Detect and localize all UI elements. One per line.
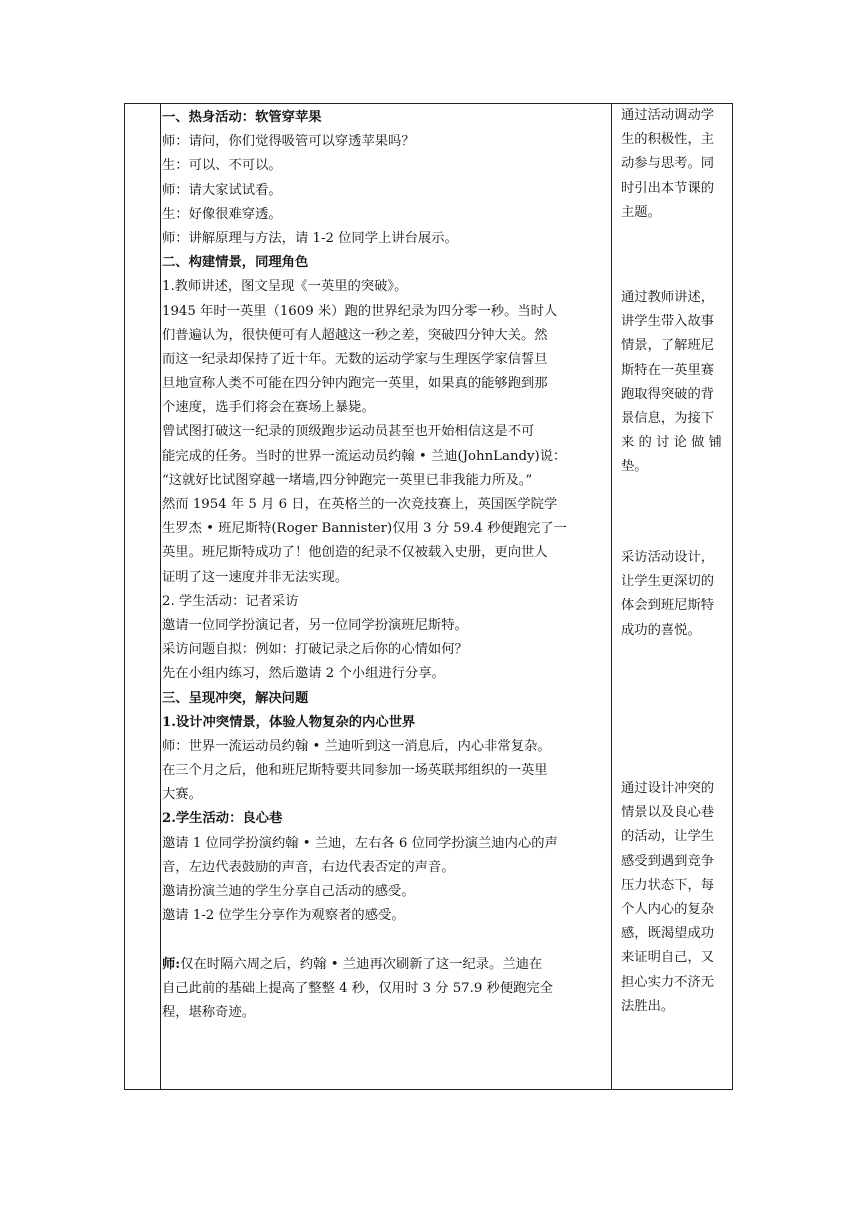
teaching-process-cell — [162, 106, 609, 1025]
text-line: 2. 学生活动：记者采访 — [162, 593, 299, 609]
text-span: 仅在时隔六周之后，约翰 • 兰迪再次刷新了这一纪录。兰迪在 — [180, 956, 543, 972]
note-line: 担心实力不济无 — [621, 974, 715, 990]
note-line: 通过教师讲述， — [621, 290, 715, 305]
note-line: 垫。 — [621, 459, 648, 475]
text-line: 大赛。 — [162, 787, 202, 803]
note-line: 情景以及良心巷 — [621, 805, 715, 821]
subheading: 2.学生活动：良心巷 — [162, 811, 283, 827]
note-line: 成功的喜悦。 — [621, 622, 701, 638]
text-line: 曾试图打破这一纪录的顶级跑步运动员甚至也开始相信这是不可 — [162, 424, 535, 440]
note-line: 压力状态下，每 — [621, 877, 715, 893]
section-heading-3: 三、呈现冲突，解决问题 — [162, 690, 309, 706]
note-line: 体会到班尼斯特 — [621, 598, 715, 614]
note-line: 来证明自己，又 — [621, 950, 715, 966]
note-line: 感受到遇到竞争 — [621, 853, 715, 869]
speaker-label: 师: — [162, 956, 181, 972]
note-line: 生的积极性，主 — [621, 132, 715, 148]
text-line: 音，左边代表鼓励的声音，右边代表否定的声音。 — [162, 859, 455, 875]
note-line: 情景，了解班尼 — [621, 338, 715, 354]
text-line: 先在小组内练习，然后邀请 2 个小组进行分享。 — [162, 666, 445, 682]
design-note-4 — [621, 777, 733, 1019]
subheading: 1.设计冲突情景，体验人物复杂的内心世界 — [162, 714, 416, 730]
note-line: 动参与思考。同 — [621, 156, 715, 172]
note-line: 讲学生带入故事 — [621, 314, 715, 330]
text-line: 邀请 1 位同学扮演约翰 • 兰迪，左右各 6 位同学扮演兰迪内心的声 — [162, 835, 558, 851]
text-line: 邀请扮演兰迪的学生分享自己活动的感受。 — [162, 884, 415, 899]
text-line: 1.教师讲述，图文呈现《一英里的突破》。 — [162, 279, 408, 295]
note-line: 感，既渴望成功 — [621, 926, 715, 942]
note-line: 采访活动设计， — [621, 550, 715, 565]
lesson-plan-table — [124, 103, 733, 1090]
section-heading-2: 二、构建情景，同理角色 — [162, 255, 309, 271]
text-line: 然而 1954 年 5 月 6 日，在英格兰的一次竞技赛上，英国医学院学 — [162, 497, 558, 512]
note-line: 时引出本节课的 — [621, 180, 715, 196]
text-line: “这就好比试图穿越一堵墙,四分钟跑完一英里已非我能力所及。” — [162, 472, 533, 488]
text-line: 个速度，选手们将会在赛场上暴毙。 — [162, 400, 375, 416]
text-line: 在三个月之后，他和班尼斯特要共同参加一场英联邦组织的一英里 — [162, 763, 548, 779]
text-line — [162, 953, 609, 977]
text-line: 师：世界一流运动员约翰 • 兰迪听到这一消息后，内心非常复杂。 — [162, 738, 551, 754]
text-line: 而这一纪录却保持了近十年。无数的运动学家与生理医学家信誓旦 — [162, 351, 548, 367]
design-note-1 — [621, 104, 733, 225]
note-line: 通过活动调动学 — [621, 108, 715, 123]
note-line: 个人内心的复杂 — [621, 901, 715, 917]
column-divider — [611, 104, 612, 1089]
text-line: 英里。班尼斯特成功了！他创造的纪录不仅被载入史册，更向世人 — [162, 545, 548, 561]
note-line: 让学生更深切的 — [621, 574, 715, 590]
blank-left-column — [125, 104, 161, 1089]
text-line: 邀请一位同学扮演记者，另一位同学扮演班尼斯特。 — [162, 617, 468, 633]
note-line: 跑取得突破的背 — [621, 386, 715, 402]
text-line: 证明了这一速度并非无法实现。 — [162, 569, 349, 585]
note-line: 斯特在一英里赛 — [621, 362, 715, 378]
text-line: 邀请 1-2 位学生分享作为观察者的感受。 — [162, 908, 405, 924]
note-line: 法胜出。 — [621, 998, 675, 1014]
text-line: 旦地宣称人类不可能在四分钟内跑完一英里，如果真的能够跑到那 — [162, 376, 548, 392]
text-line: 们普遍认为，很快便可有人超越这一秒之差，突破四分钟大关。然 — [162, 327, 548, 343]
note-line: 的活动，让学生 — [621, 829, 715, 845]
blank-line — [162, 928, 609, 952]
text-line: 生：可以、不可以。 — [162, 158, 282, 174]
text-line: 1945 年时一英里（1609 米）跑的世界纪录为四分零一秒。当时人 — [162, 303, 558, 319]
text-line: 生罗杰 • 班尼斯特(Roger Bannister)仅用 3 分 59.4 秒便跑完了一 — [162, 521, 567, 537]
text-line: 采访问题自拟：例如：打破记录之后你的心情如何？ — [162, 642, 468, 658]
text-line: 师：请问，你们觉得吸管可以穿透苹果吗？ — [162, 134, 415, 150]
note-line: 通过设计冲突的 — [621, 781, 715, 796]
design-note-2 — [621, 286, 733, 480]
design-note-3 — [621, 546, 733, 643]
text-line: 程，堪称奇迹。 — [162, 1004, 256, 1020]
note-line: 景信息，为接下 — [621, 410, 715, 426]
note-line: 主题。 — [621, 204, 661, 220]
text-line: 自己此前的基础上提高了整整 4 秒，仅用时 3 分 57.9 秒便跑完全 — [162, 980, 554, 996]
text-line: 师：讲解原理与方法，请 1-2 位同学上讲台展示。 — [162, 230, 458, 246]
section-heading-1: 一、热身活动：软管穿苹果 — [162, 110, 322, 125]
text-line: 能完成的任务。当时的世界一流运动员约翰 • 兰迪(JohnLandy)说： — [162, 448, 567, 464]
text-line: 生：好像很难穿透。 — [162, 206, 282, 222]
note-line: 来 的 讨 论 做 铺 — [621, 435, 722, 451]
text-line: 师：请大家试试看。 — [162, 182, 282, 198]
